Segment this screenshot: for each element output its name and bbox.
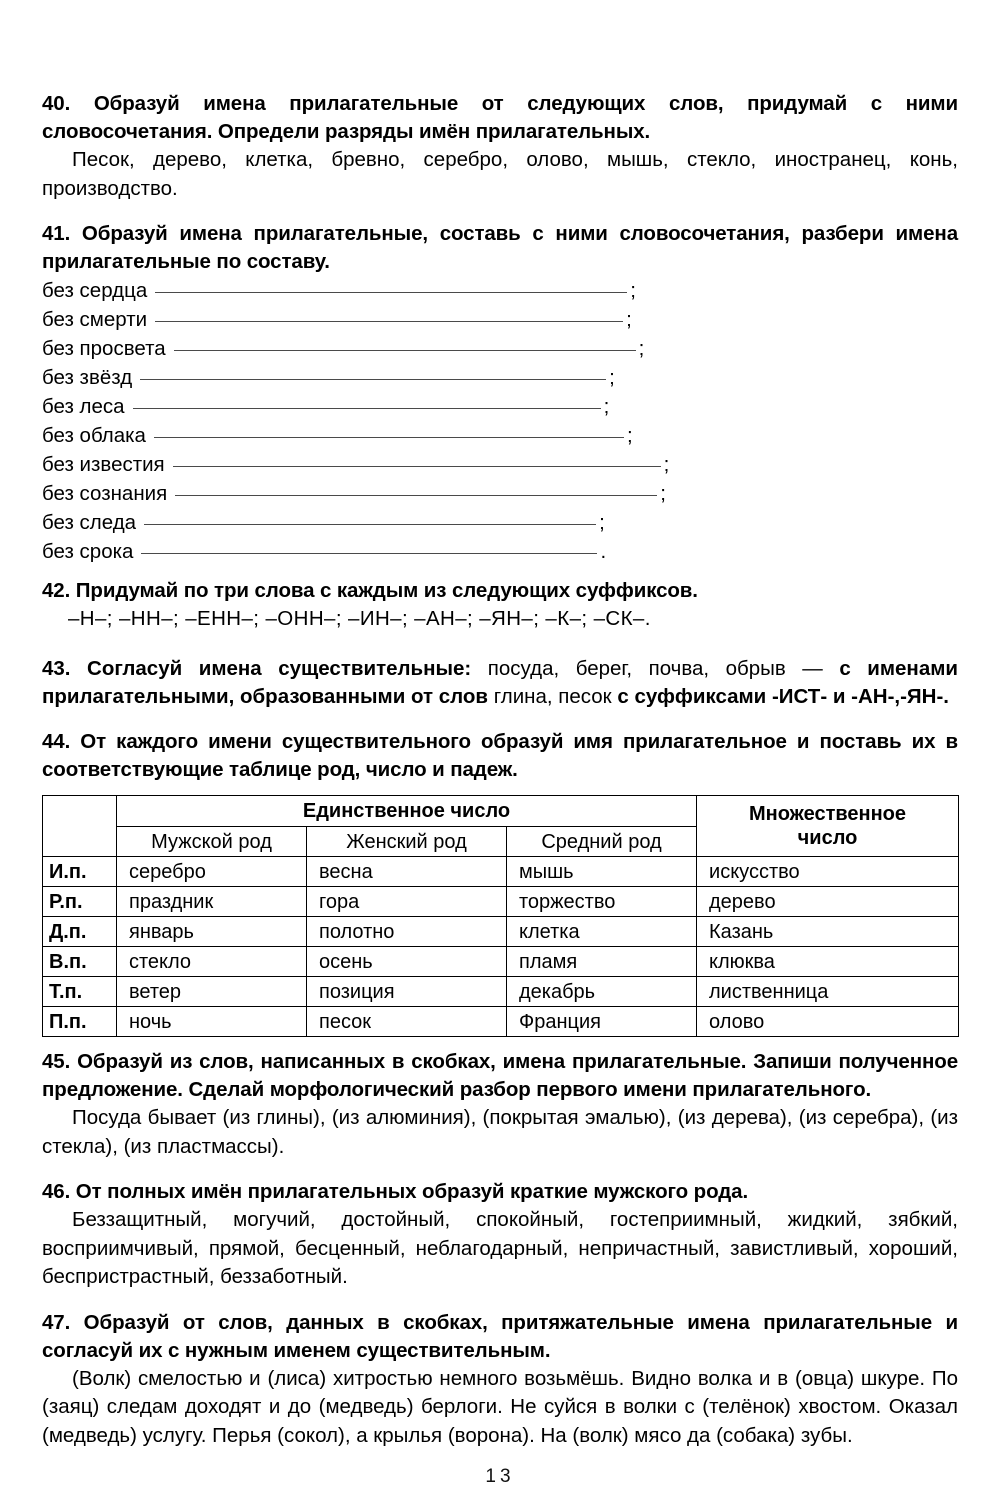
fill-row[interactable] xyxy=(42,363,958,392)
spacer xyxy=(42,1292,958,1309)
exercise-46 xyxy=(42,1178,958,1292)
table-cell-case: В.п. xyxy=(43,947,117,977)
table-cell-case: Р.п. xyxy=(43,887,117,917)
table-cell-neuter[interactable]: пламя xyxy=(507,947,697,977)
answer-line[interactable] xyxy=(141,553,597,554)
table-cell-neuter[interactable]: клетка xyxy=(507,917,697,947)
fill-label: без сердца xyxy=(42,279,148,302)
table-cell-masculine[interactable]: праздник xyxy=(117,887,307,917)
answer-line[interactable] xyxy=(144,524,596,525)
exercise-46-heading: 46. От полных имён прилагательных образуй краткие мужского рода. xyxy=(42,1180,749,1203)
fill-label: без сознания xyxy=(42,482,168,505)
fill-label: без звёзд xyxy=(42,366,133,389)
answer-line[interactable] xyxy=(154,437,624,438)
fill-row[interactable] xyxy=(42,334,958,363)
fill-label: без просвета xyxy=(42,337,166,360)
table-cell-case: П.п. xyxy=(43,1007,117,1037)
fill-row[interactable] xyxy=(42,508,958,537)
fill-terminator: ; xyxy=(630,279,636,302)
table-cell-plural[interactable]: дерево xyxy=(697,887,959,917)
table-cell-neuter[interactable]: мышь xyxy=(507,857,697,887)
table-header-plural xyxy=(697,796,959,857)
table-cell-case: Д.п. xyxy=(43,917,117,947)
table-row xyxy=(43,887,959,917)
fill-row[interactable] xyxy=(42,479,958,508)
table-cell-masculine[interactable]: ночь xyxy=(117,1007,307,1037)
fill-terminator: ; xyxy=(603,395,610,418)
table-row xyxy=(43,947,959,977)
exercise-40-body: Песок, дерево, клетка, бревно, серебро, олово, мышь, стекло, иностранец, конь, производство. xyxy=(42,148,958,200)
table-cell-plural[interactable]: лиственница xyxy=(697,977,959,1007)
fill-terminator: ; xyxy=(609,366,615,389)
fill-terminator: ; xyxy=(626,424,633,447)
answer-line[interactable] xyxy=(175,495,657,496)
table-row xyxy=(43,857,959,887)
exercise-45-body: Посуда бывает (из глины), (из алюминия), (покрытая эмалью), (из дерева), (из серебра), (из стекла), (из пластмассы). xyxy=(42,1106,958,1158)
answer-line[interactable] xyxy=(155,292,627,293)
fill-terminator: ; xyxy=(660,482,666,505)
fill-row[interactable] xyxy=(42,421,958,450)
exercise-42 xyxy=(42,577,958,633)
exercise-43-seg-1: посуда, берег, почва, обрыв — xyxy=(471,657,840,680)
table-header-feminine: Женский род xyxy=(307,827,507,857)
exercise-47 xyxy=(42,1309,958,1451)
exercise-43 xyxy=(42,655,958,711)
table-cell-case: Т.п. xyxy=(43,977,117,1007)
fill-row[interactable] xyxy=(42,276,958,305)
table-header xyxy=(43,796,959,857)
table-header-singular: Единственное число xyxy=(117,796,697,827)
table-body xyxy=(43,857,959,1037)
answer-line[interactable] xyxy=(173,466,661,467)
table-header-plural-line1: Множественное xyxy=(748,803,907,825)
fill-terminator: . xyxy=(600,540,607,563)
table-corner-cell xyxy=(43,796,117,857)
table-cell-plural[interactable]: Казань xyxy=(697,917,959,947)
fill-label: без облака xyxy=(42,424,146,447)
table-cell-feminine[interactable]: песок xyxy=(307,1007,507,1037)
spacer xyxy=(42,784,958,795)
spacer xyxy=(42,566,958,577)
exercise-43-seg-4: с суффиксами -ИСТ- и -АН-,-ЯН-. xyxy=(617,685,949,708)
exercise-44 xyxy=(42,728,958,1037)
exercise-40-heading: 40. Образуй имена прилагательные от следующих слов, придумай с ними словосочетания. Определи разряды имён прилагательных. xyxy=(42,92,958,143)
table-header-row-1 xyxy=(43,796,959,827)
table-cell-masculine[interactable]: ветер xyxy=(117,977,307,1007)
table-cell-feminine[interactable]: гора xyxy=(307,887,507,917)
table-cell-masculine[interactable]: серебро xyxy=(117,857,307,887)
fill-row[interactable] xyxy=(42,537,958,566)
exercise-44-heading: 44. От каждого имени существительного образуй имя прилагательное и поставь их в соответствующие таблице род, число и падеж. xyxy=(42,730,958,781)
exercise-45-heading: 45. Образуй из слов, написанных в скобках, имена прилагательные. Запиши полученное предложение. Сделай морфологический разбор первого имени прилагательного. xyxy=(42,1050,958,1101)
exercise-41-heading: 41. Образуй имена прилагательные, составь с ними словосочетания, разбери имена прилагательные по составу. xyxy=(42,222,958,273)
fill-terminator: ; xyxy=(626,308,632,331)
fill-label: без леса xyxy=(42,395,125,418)
table-cell-case: И.п. xyxy=(43,857,117,887)
exercise-40 xyxy=(42,90,958,203)
table-cell-feminine[interactable]: весна xyxy=(307,857,507,887)
exercise-43-seg-0: 43. Согласуй имена существительные: xyxy=(42,657,472,680)
page-number: 13 xyxy=(485,1466,515,1487)
table-cell-feminine[interactable]: полотно xyxy=(307,917,507,947)
table-cell-plural[interactable]: искусство xyxy=(697,857,959,887)
table-cell-masculine[interactable]: стекло xyxy=(117,947,307,977)
table-header-neuter: Средний род xyxy=(507,827,697,857)
fill-label: без срока xyxy=(42,540,134,563)
table-cell-plural[interactable]: клюква xyxy=(697,947,959,977)
exercise-43-text xyxy=(42,655,958,711)
exercise-43-seg-3: глина, песок xyxy=(488,685,618,708)
table-header-masculine: Мужской род xyxy=(117,827,307,857)
declension-table xyxy=(42,795,959,1037)
table-cell-neuter[interactable]: декабрь xyxy=(507,977,697,1007)
answer-line[interactable] xyxy=(133,408,601,409)
spacer xyxy=(42,633,958,655)
fill-terminator: ; xyxy=(599,511,605,534)
exercise-45 xyxy=(42,1048,958,1161)
spacer xyxy=(42,711,958,728)
table-cell-plural[interactable]: олово xyxy=(697,1007,959,1037)
table-cell-masculine[interactable]: январь xyxy=(117,917,307,947)
table-cell-neuter[interactable]: торжество xyxy=(507,887,697,917)
fill-terminator: ; xyxy=(638,337,645,360)
exercise-47-heading: 47. Образуй от слов, данных в скобках, притяжательные имена прилагательные и согласуй их с нужным именем существительным. xyxy=(42,1310,958,1362)
table-cell-neuter[interactable]: Франция xyxy=(507,1007,697,1037)
table-header-plural-line2: число xyxy=(797,827,858,849)
table-row xyxy=(43,977,959,1007)
fill-terminator: ; xyxy=(663,453,670,476)
exercise-43-seg-2: с именами прилагательными, образованными от слов xyxy=(42,657,958,708)
table-cell-feminine[interactable]: осень xyxy=(307,947,507,977)
fill-label: без следа xyxy=(42,511,137,534)
fill-row[interactable] xyxy=(42,392,958,421)
spacer xyxy=(42,1161,958,1178)
fill-row[interactable] xyxy=(42,450,958,479)
exercise-46-body: Беззащитный, могучий, достойный, спокойный, гостеприимный, жидкий, зябкий, восприимчивый, прямой, бесценный, неблагодарный, непричастный, завистливый, хороший, беспристрастный, беззаботный. xyxy=(42,1208,958,1288)
table-row xyxy=(43,917,959,947)
answer-line[interactable] xyxy=(174,350,636,351)
page-content xyxy=(42,90,958,1450)
exercise-41 xyxy=(42,220,958,566)
exercise-41-fill-list xyxy=(42,276,958,566)
fill-row[interactable] xyxy=(42,305,958,334)
table-row xyxy=(43,1007,959,1037)
table-cell-feminine[interactable]: позиция xyxy=(307,977,507,1007)
spacer xyxy=(42,203,958,220)
spacer xyxy=(42,1037,958,1048)
exercise-42-suffixes: –Н–; –НН–; –ЕНН–; –ОНН–; –ИН–; –АН–; –ЯН–; –К–; –СК–. xyxy=(68,607,651,630)
answer-line[interactable] xyxy=(140,379,606,380)
fill-label: без смерти xyxy=(42,308,148,331)
fill-label: без известия xyxy=(42,453,165,476)
exercise-47-body: (Волк) смелостью и (лиса) хитростью немного возьмёшь. Видно волка и в (овца) шкуре. По (заяц) следам доходят и до (медведь) берлоги. Не суйся в волки с (телёнок) хвостом. Оказал (медведь) услугу. Перья (сокол), а крылья (ворона). На (волк) мясо да (собака) зубы. xyxy=(42,1366,958,1447)
exercise-42-heading: 42. Придумай по три слова с каждым из следующих суффиксов. xyxy=(42,579,698,602)
answer-line[interactable] xyxy=(155,321,623,322)
